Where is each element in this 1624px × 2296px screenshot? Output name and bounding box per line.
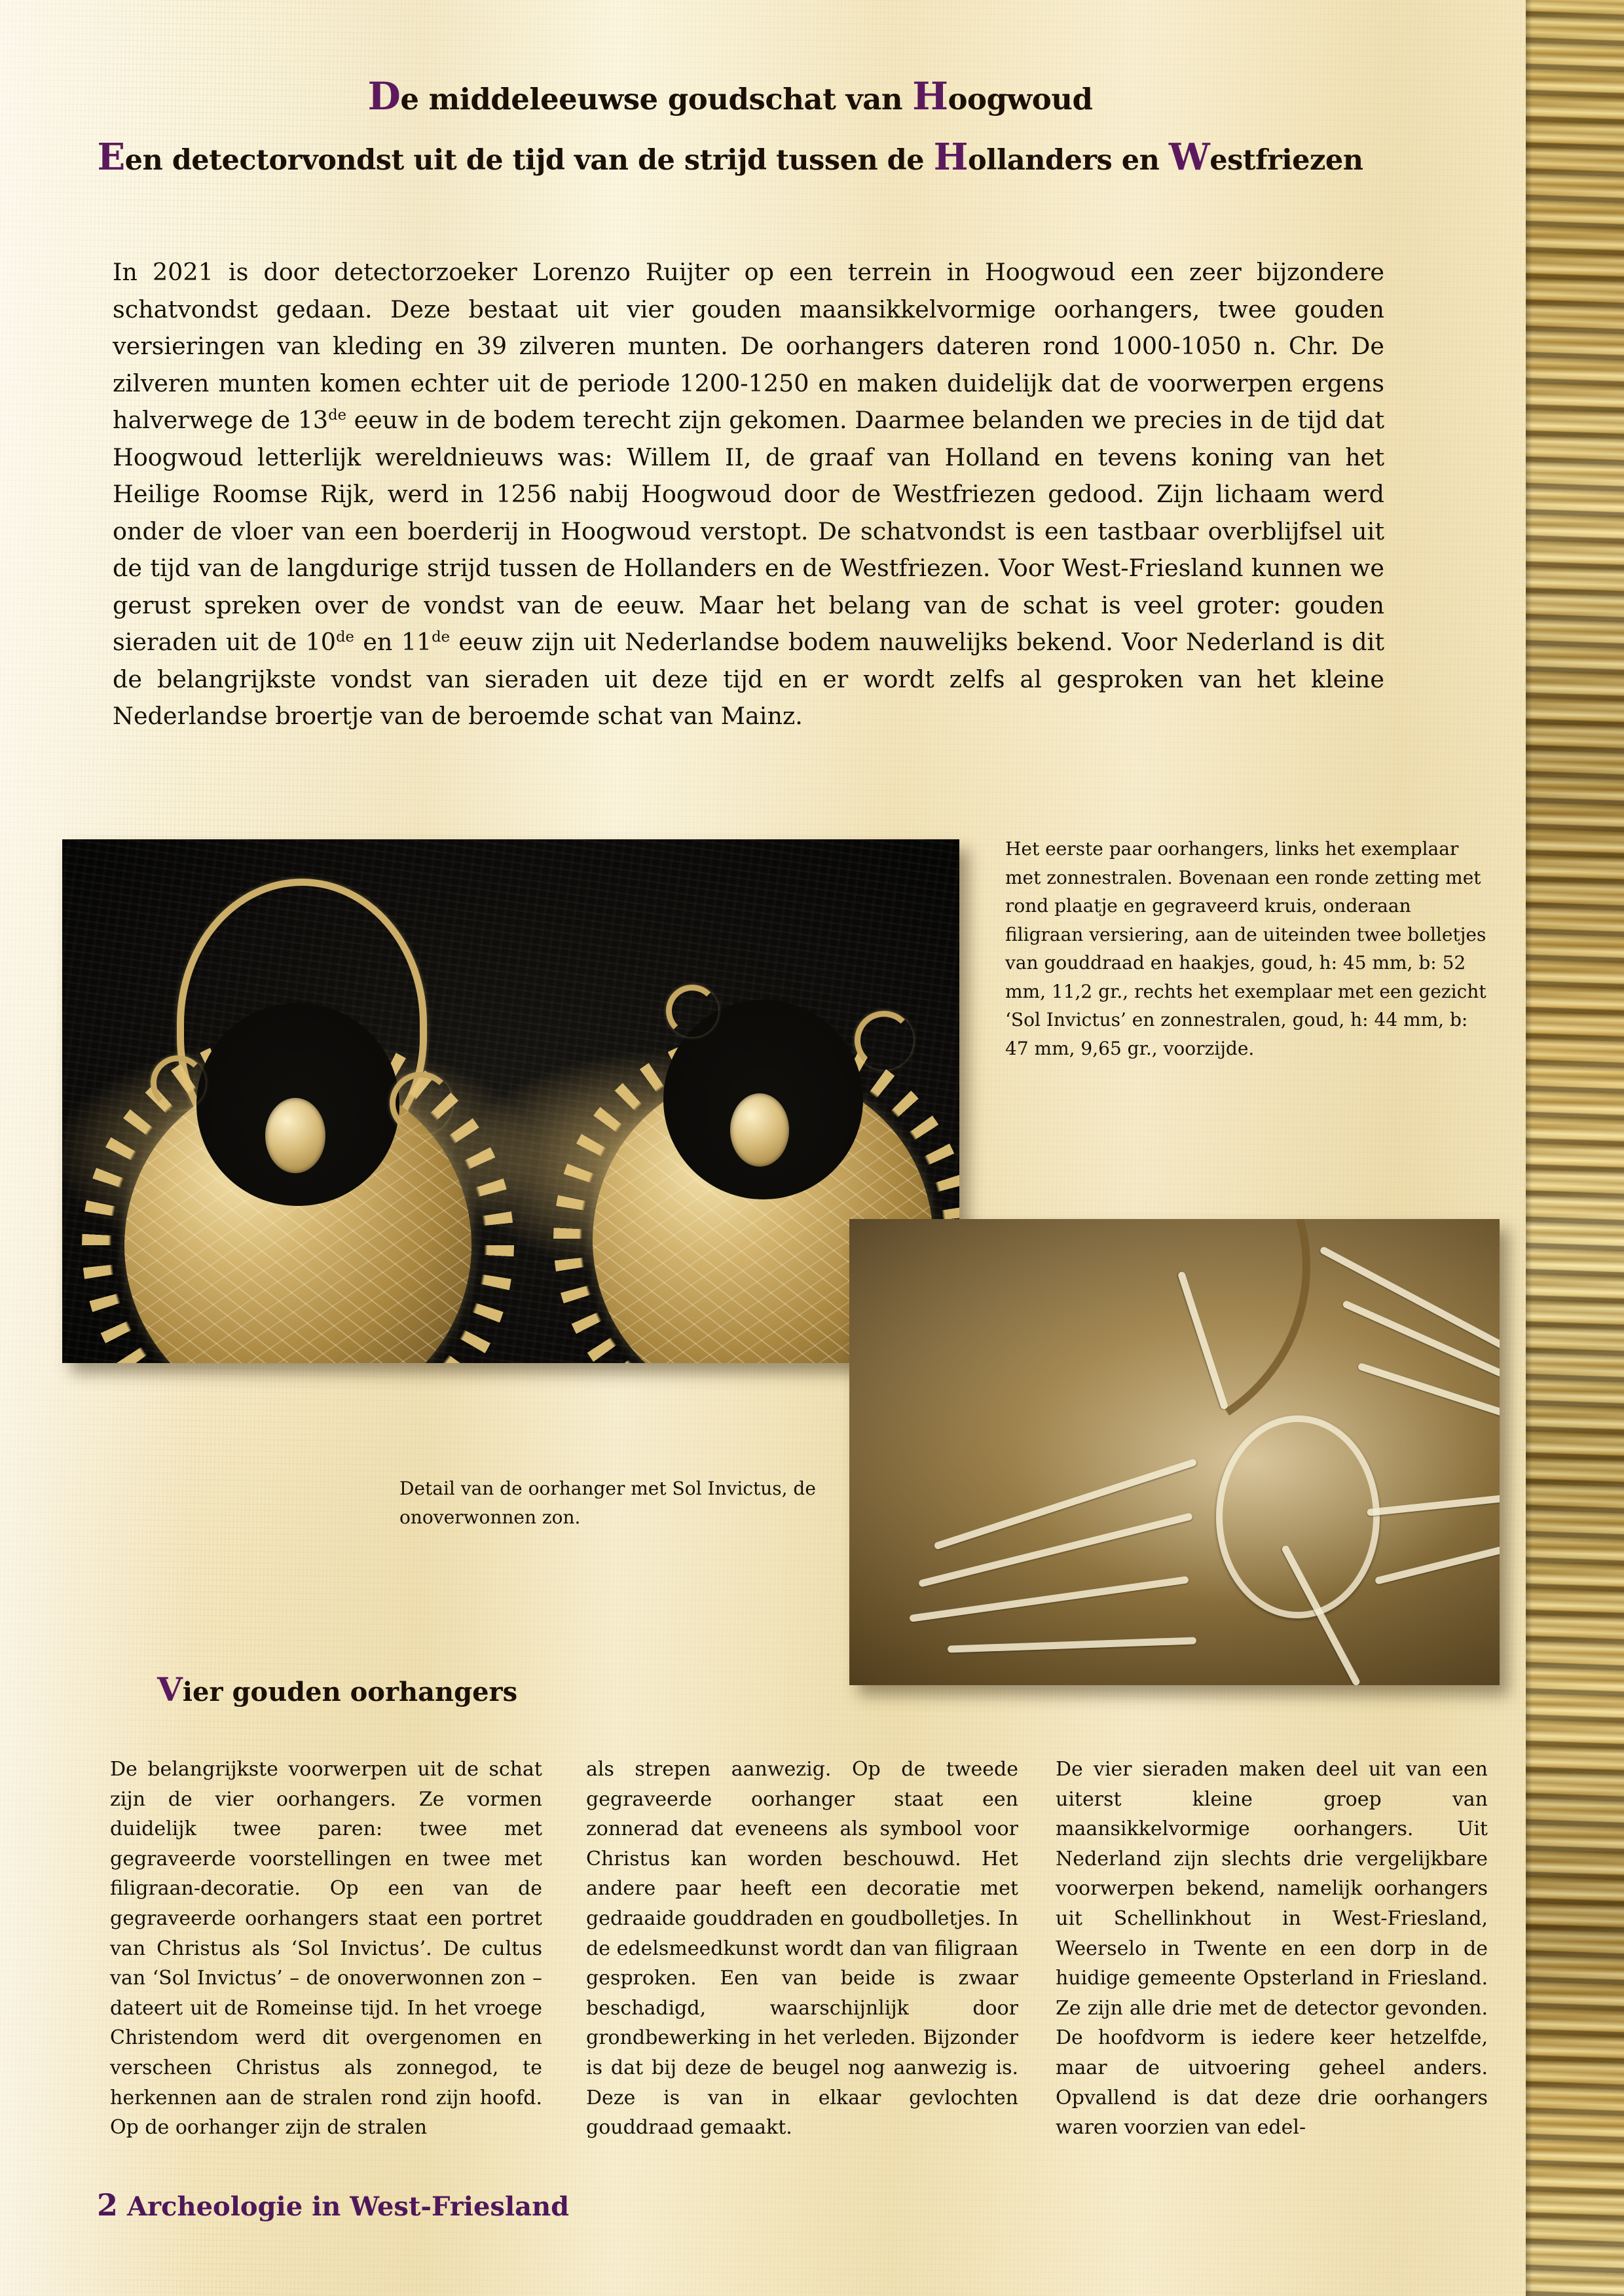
page-footer [97,2187,569,2223]
subtitle-dropcap-h: H [933,136,968,179]
intro-text-2: eeuw in de bodem terecht zijn gekomen. Daarmee belanden we precies in de tijd dat Hoogwoud letterlijk wereldnieuws was: Willem II, de graaf van Holland en tevens koning van het Heilige Roomse Rijk, werd in 1256 nabij Hoogwoud door de Westfriezen gedood. Zijn lichaam werd onder de vloer van een boerderij in Hoogwoud verstopt. De schatvondst is een tastbaar overblijfsel uit de tijd van de langdurige strijd tussen de Hollanders en de Westfriezen. Voor West-Friesland kunnen we gerust spreken over de vondst van de eeuw. Maar het belang van de schat is veel groter: gouden sieraden uit de 10 [113,406,1384,656]
publication-name: Archeologie in West-Friesland [127,2191,570,2222]
body-column-1: De belangrijkste voorwerpen uit de schat zijn de vier oorhangers. Ze vormen duidelijk twee paren: twee met gegraveerde voorstellingen en twee met filigraan-decoratie. Op een van de gegraveerde oorhangers staat een portret van Christus als ‘Sol Invictus’. De cultus van ‘Sol Invictus’ – de onoverwonnen zon – dateert uit de Romeinse tijd. In het vroege Christendom werd dit overgenomen en verscheen Christus als zonnegod, te herkennen aan de stralen rond zijn hoofd. Op de oorhanger zijn de stralen [110,1758,542,2140]
photo-sol-invictus-detail [849,1219,1500,1685]
gold-foil-border [1526,0,1624,2296]
title-line-1-text2: oogwoud [948,82,1093,117]
intro-superscript-2: de [336,628,354,646]
body-column-2: als strepen aanwezig. Op de tweede gegraveerde oorhanger staat een zonnerad dat eveneens als symbool voor Christus kan worden beschouwd. Het andere paar heeft een decoratie met gedraaide gouddraden en goudbolletjes. In de edelsmeedkunst wordt dan van filigraan gesproken. Een van beide is zwaar beschadigd, waarschijnlijk door grondbewerking in het verleden. Bijzonder is dat bij deze de beugel nog aanwezig is. Deze is van in elkaar gevlochten gouddraad gemaakt. [586,1758,1018,2140]
subtitle-dropcap-e: E [97,136,125,179]
section-heading-four-gold-earrings [157,1670,517,1709]
title-dropcap-d: D [367,74,401,118]
title-line-1-text: e middeleeuwse goudschat van [400,82,913,117]
intro-superscript-1: de [328,406,347,424]
intro-text-3: en 11 [354,628,432,656]
title-line-2-text2: ollanders en [968,144,1169,177]
photo-earring-pair [62,839,959,1363]
section-dropcap-v: V [157,1670,183,1709]
intro-text-1: In 2021 is door detectorzoeker Lorenzo Ruijter op een terrein in Hoogwoud een zeer bijzondere schatvondst gedaan. Deze bestaat uit vier gouden maansikkelvormige oorhangers, twee gouden versieringen van kleding en 39 zilveren munten. De oorhangers dateren rond 1000-1050 n. Chr. De zilveren munten komen echter uit de periode 1200-1250 en maken duidelijk dat de voorwerpen ergens halverwege de 13 [113,258,1384,434]
page-number: 2 [97,2187,119,2223]
caption-earring-pair: Het eerste paar oorhangers, links het exemplaar met zonnestralen. Bovenaan een ronde zetting met rond plaatje en gegraveerd kruis, onderaan filigraan versiering, aan de uiteinden twee bolletjes van gouddraad en haakjes, goud, h: 45 mm, b: 52 mm, 11,2 gr., rechts het exemplaar met een gezicht ‘Sol Invictus’ en zonnestralen, goud, h: 44 mm, b: 47 mm, 9,65 gr., voorzijde. [1005,838,1486,1059]
title-line-1 [0,74,1460,118]
section-heading-text: ier gouden oorhangers [182,1677,518,1707]
title-line-2-text3: estfriezen [1209,144,1363,177]
body-column-3: De vier sieraden maken deel uit van een uiterst kleine groep van maansikkelvormige oorhangers. Uit Nederland zijn slechts drie vergelijkbare voorwerpen bekend, namelijk oorhangers uit Schellinkhout in West-Friesland, Weerselo in Twente en een dorp in de huidige gemeente Opsterland in Friesland. Ze zijn alle drie met de detector gevonden. De hoofdvorm is iedere keer hetzelfde, maar de uitvoering geheel anders. Opvallend is dat deze drie oorhangers waren voorzien van edel- [1056,1758,1488,2140]
title-line-2-text: en detectorvondst uit de tijd van de strijd tussen de [124,144,934,177]
subtitle-dropcap-w: W [1168,136,1210,179]
title-line-2 [0,138,1460,179]
intro-superscript-3: de [432,628,451,646]
page-title [0,74,1460,179]
title-dropcap-h: H [912,74,948,118]
intro-paragraph [113,254,1384,735]
intro-text-4: eeuw zijn uit Nederlandse bodem nauwelijks bekend. Voor Nederland is dit de belangrijkste vondst van sieraden uit deze tijd en er wordt zelfs al gesproken van het kleine Nederlandse broertje van de beroemde schat van Mainz. [113,628,1384,730]
caption-sol-invictus-detail: Detail van de oorhanger met Sol Invictus, de onoverwonnen zon. [399,1478,816,1528]
